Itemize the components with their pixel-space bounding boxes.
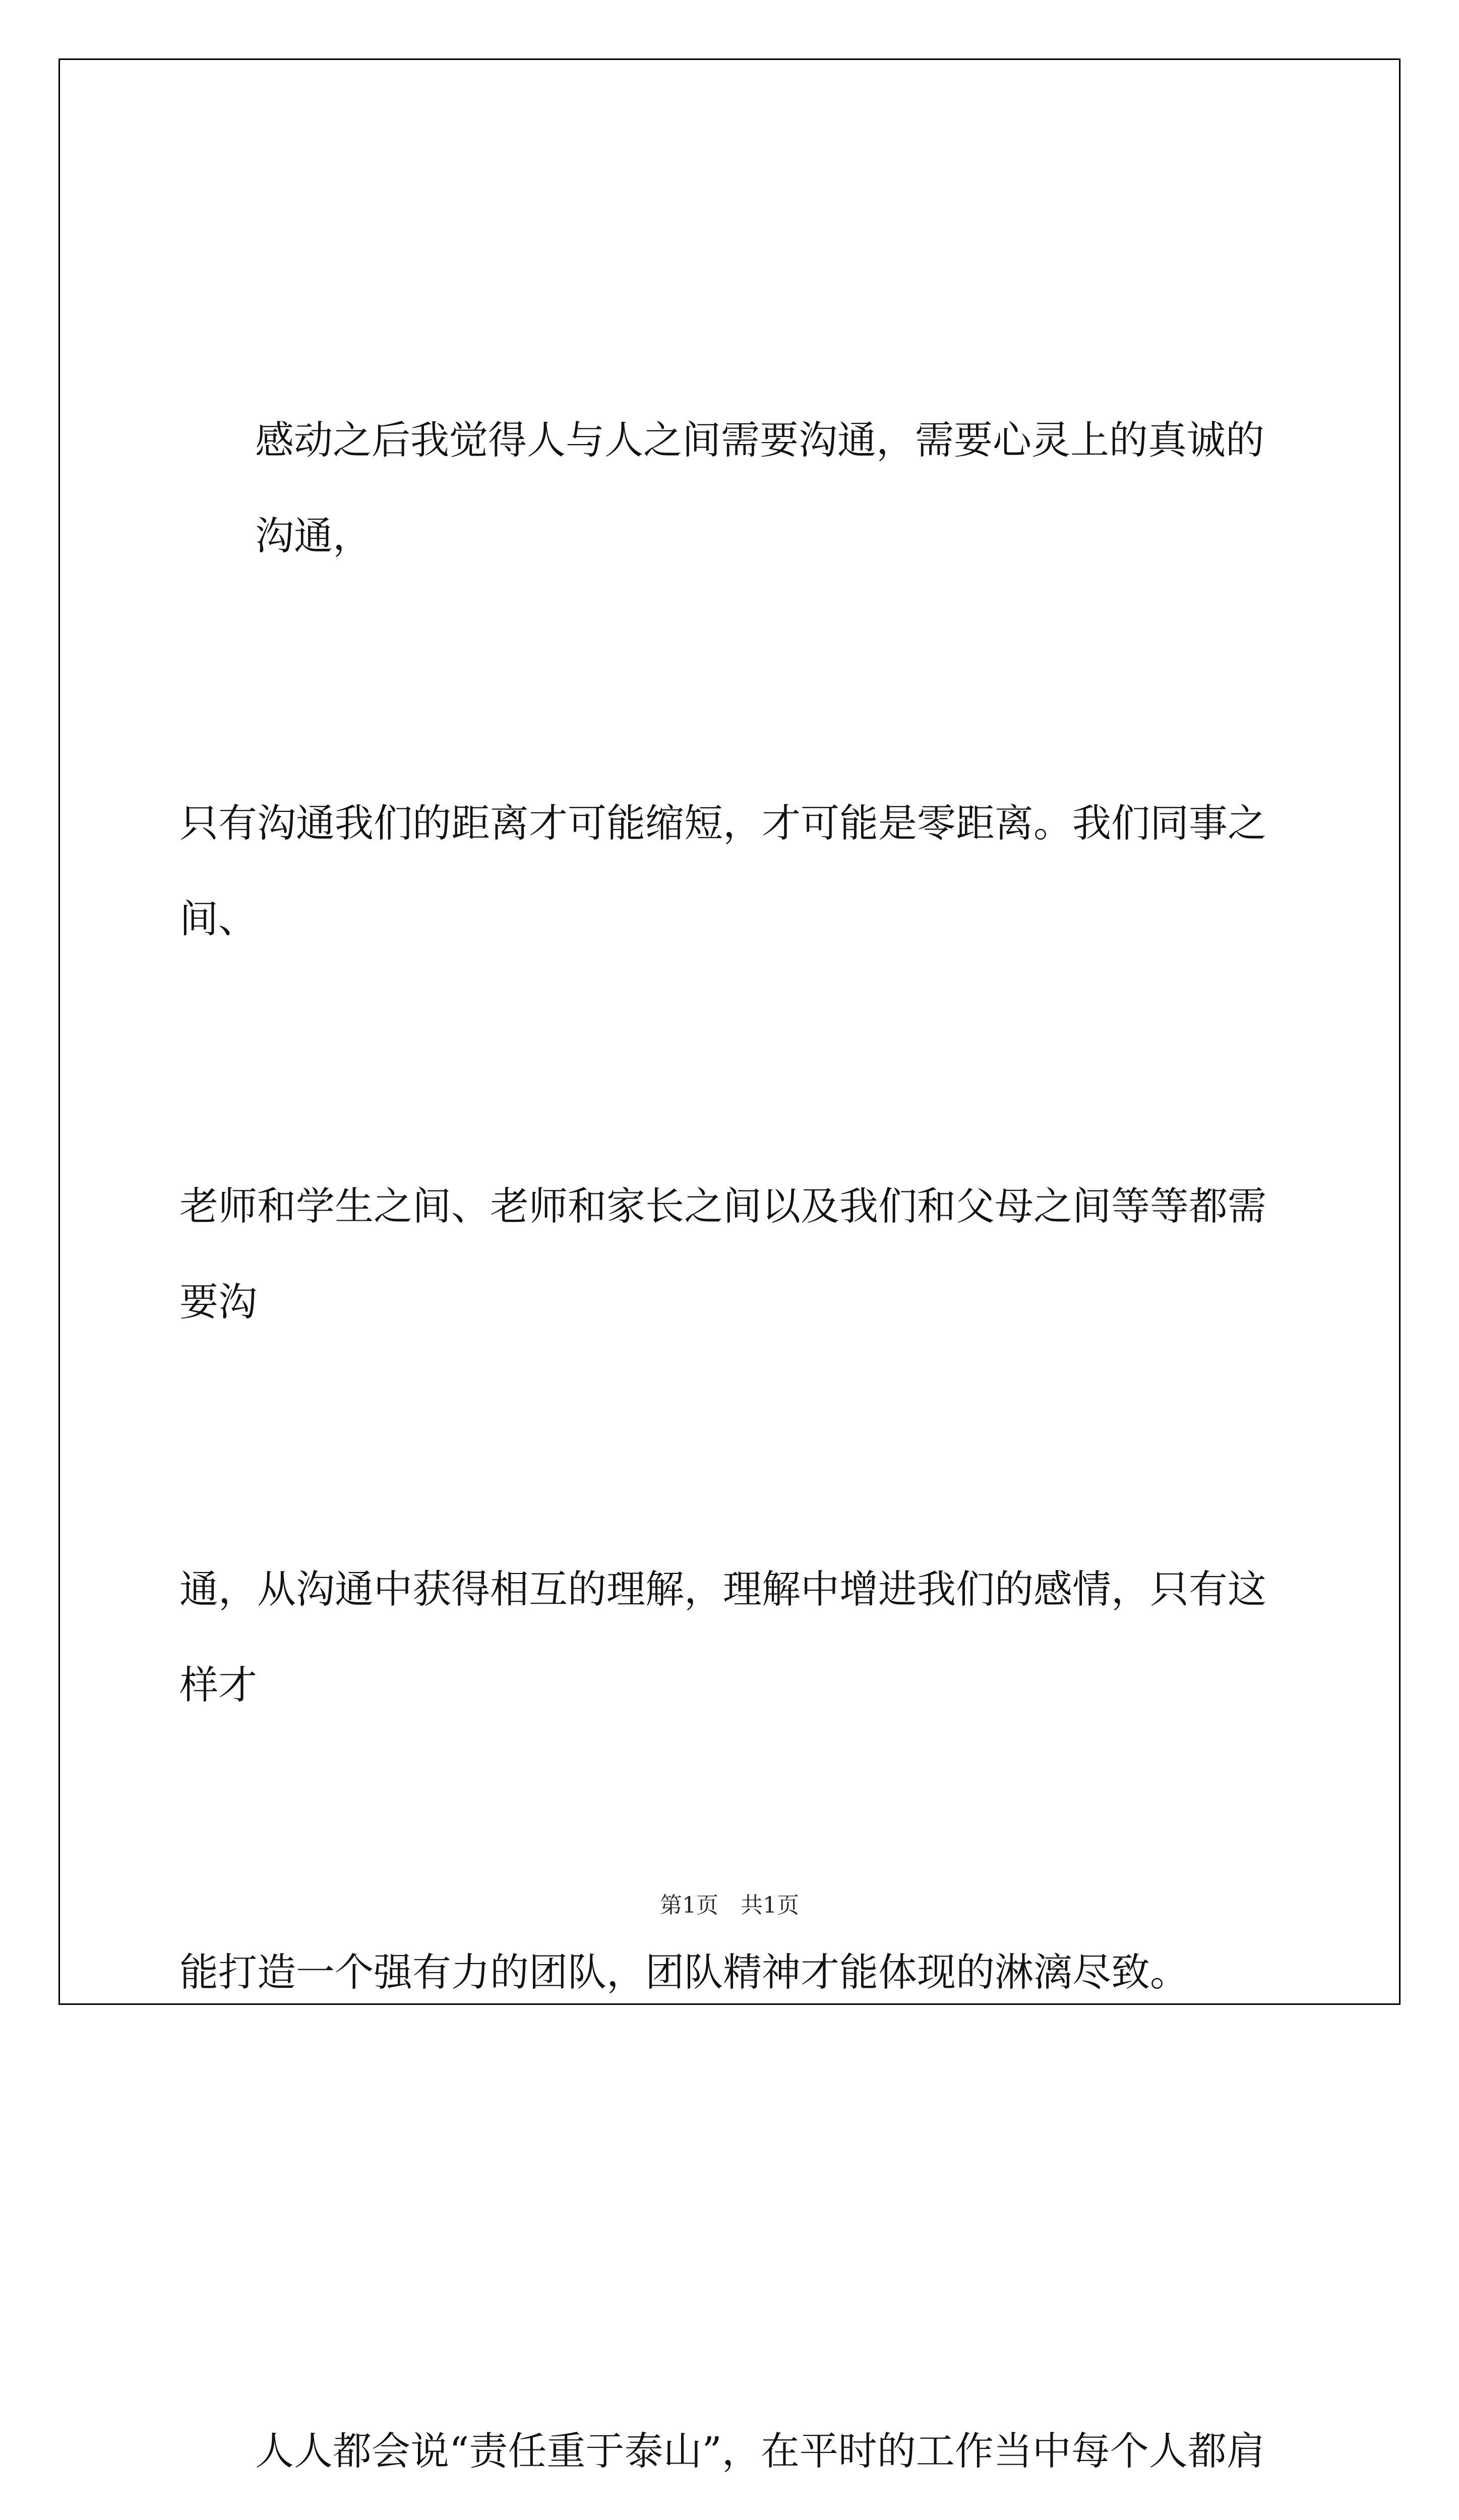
text-line: 能打造一个强有力的团队，团队精神才能体现的淋漓尽致。 (179, 1950, 1189, 1995)
text-line: 通，从沟通中获得相互的理解，理解中增进我们的感情，只有这样才 (179, 1567, 1266, 1708)
document-body (179, 202, 1284, 2520)
text-line: 只有沟通我们的距离才可能缩短，才可能是零距离。我们同事之间、 (179, 801, 1266, 942)
paragraph-2 (179, 2213, 1284, 2520)
text-line: 感动之后我觉得人与人之间需要沟通，需要心灵上的真诚的沟通， (255, 418, 1264, 559)
text-line: 人人都会说“责任重于泰山”，在平时的工作当中每个人都肩 (255, 2429, 1265, 2474)
text-line: 老师和学生之间、老师和家长之间以及我们和父母之间等等都需要沟 (179, 1184, 1266, 1325)
page-footer: 第1页 共1页 (660, 1893, 799, 1918)
